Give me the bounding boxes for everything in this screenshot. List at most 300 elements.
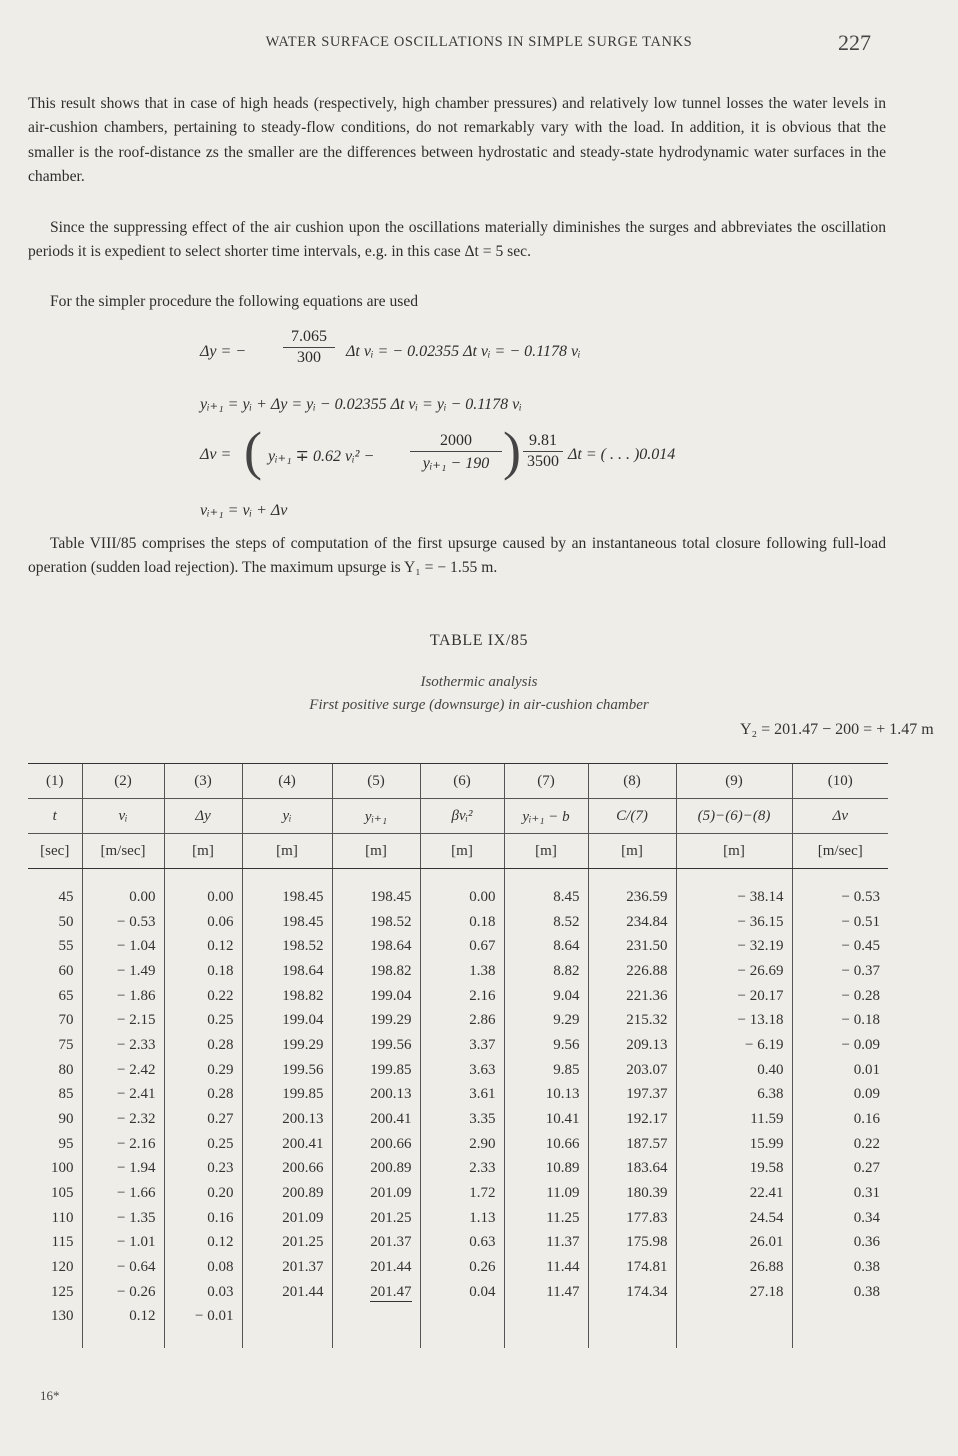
table-cell <box>588 1181 676 1206</box>
cell-value: 27.18 <box>749 1283 784 1300</box>
table-cell <box>242 1058 332 1083</box>
cell-value: 174.34 <box>626 1283 668 1300</box>
header-row-column-numbers <box>28 764 888 799</box>
table-cell <box>676 1157 792 1182</box>
table-cell <box>242 1305 332 1348</box>
table-cell <box>332 910 420 935</box>
table-cell <box>164 1231 242 1256</box>
cell-value: 198.45 <box>282 888 324 905</box>
cell-value: 1.13 <box>469 1209 496 1226</box>
table-cell <box>420 1255 504 1280</box>
table-cell <box>792 1008 888 1033</box>
table-row <box>28 1280 888 1305</box>
cell-value: 0.28 <box>207 1036 234 1053</box>
cell-value: 200.41 <box>282 1135 324 1152</box>
cell-value: 234.84 <box>626 913 668 930</box>
table-cell <box>164 1305 242 1348</box>
table-cell <box>676 1008 792 1033</box>
table-cell <box>588 885 676 910</box>
table-cell <box>242 910 332 935</box>
cell-value: 201.47 <box>370 1283 412 1300</box>
spacer-cell <box>164 869 242 886</box>
cell-value: 26.01 <box>749 1234 784 1251</box>
column-number: (5) <box>332 764 420 799</box>
cell-value: 0.08 <box>207 1259 234 1276</box>
cell-value: 236.59 <box>626 888 668 905</box>
cell-value: 0.12 <box>129 1307 156 1324</box>
cell-value: 200.41 <box>370 1111 412 1128</box>
table-cell <box>82 1181 164 1206</box>
table-row <box>28 910 888 935</box>
paragraph-1: This result shows that in case of high heads (respectively, high chamber pressures) and relatively low tunnel losses the water levels in air-cushion chambers, pertaining to steady-flow conditions, do not remarkably vary with the load. In addition, it is obvious that the smaller is the roof-distance zs the smaller are the differences between hydrostatic and steady-state hydrodynamic water surfaces in the chamber. <box>28 95 886 186</box>
column-symbol: Δy <box>164 799 242 834</box>
cell-value: 3.35 <box>469 1111 496 1128</box>
table-cell <box>504 1255 588 1280</box>
table-cell <box>28 959 82 984</box>
cell-value: 3.61 <box>469 1086 496 1103</box>
table-cell <box>332 984 420 1009</box>
spacer-cell <box>792 869 888 886</box>
cell-value: 200.66 <box>282 1160 324 1177</box>
fraction-bar <box>410 451 502 452</box>
cell-value: 201.37 <box>370 1234 412 1251</box>
equation-1-rhs: Δt vᵢ = − 0.02355 Δt vᵢ = − 0.1178 vᵢ <box>346 343 581 360</box>
table-subtitle-1: Isothermic analysis <box>420 674 538 690</box>
cell-value: 6.38 <box>757 1086 784 1103</box>
table-cell <box>28 934 82 959</box>
column-symbol: yᵢ₊₁ − b <box>504 799 588 834</box>
table-cell <box>164 910 242 935</box>
table-cell <box>504 1206 588 1231</box>
cell-value: 0.38 <box>853 1259 880 1276</box>
cell-value: − 2.33 <box>117 1036 156 1053</box>
cell-value: 0.09 <box>853 1086 880 1103</box>
spacer-cell <box>242 869 332 886</box>
cell-value: 9.29 <box>553 1012 580 1029</box>
table-cell <box>504 1132 588 1157</box>
table-cell <box>164 959 242 984</box>
table-cell <box>332 1008 420 1033</box>
table-cell <box>504 1280 588 1305</box>
cell-value: 11.25 <box>546 1209 580 1226</box>
equation-2: yᵢ₊₁ = yᵢ + Δy = yᵢ − 0.02355 Δt vᵢ = yᵢ − 0.1178 vᵢ <box>200 396 522 413</box>
column-number: (1) <box>28 764 82 799</box>
table-cell <box>28 1280 82 1305</box>
table-cell <box>332 1058 420 1083</box>
table-cell <box>242 1083 332 1108</box>
table-cell <box>504 984 588 1009</box>
table-cell <box>242 934 332 959</box>
table-cell <box>420 1181 504 1206</box>
table-cell <box>676 1107 792 1132</box>
left-paren: ( <box>244 421 262 481</box>
fraction-bar <box>523 451 563 452</box>
cell-value: 201.09 <box>282 1209 324 1226</box>
table-row <box>28 1181 888 1206</box>
cell-value: − 36.15 <box>737 913 784 930</box>
cell-value: 199.04 <box>282 1012 324 1029</box>
table-cell <box>82 1157 164 1182</box>
table-row <box>28 1058 888 1083</box>
cell-value: 80 <box>58 1061 74 1078</box>
cell-value: 200.13 <box>370 1086 412 1103</box>
cell-value: 0.12 <box>207 1234 234 1251</box>
table-cell <box>332 1255 420 1280</box>
table-cell <box>792 1255 888 1280</box>
table-cell <box>28 1255 82 1280</box>
cell-value: − 0.37 <box>841 962 880 979</box>
table-cell <box>242 885 332 910</box>
table-cell <box>588 984 676 1009</box>
table-row <box>28 885 888 910</box>
cell-value: 200.89 <box>282 1185 324 1202</box>
cell-value: 198.52 <box>282 938 324 955</box>
table-cell <box>332 1181 420 1206</box>
cell-value: − 1.35 <box>117 1209 156 1226</box>
cell-value: − 0.28 <box>841 987 880 1004</box>
column-unit: [m] <box>588 834 676 869</box>
table-cell <box>676 984 792 1009</box>
cell-value: 0.22 <box>853 1135 880 1152</box>
cell-value: − 0.09 <box>841 1036 880 1053</box>
cell-value: 90 <box>58 1111 74 1128</box>
table-cell <box>82 1255 164 1280</box>
signature-mark: 16* <box>40 1388 60 1403</box>
column-symbol: (5)−(6)−(8) <box>676 799 792 834</box>
table-cell <box>28 1008 82 1033</box>
table-cell <box>504 1008 588 1033</box>
table-cell <box>676 1132 792 1157</box>
table-row <box>28 1305 888 1348</box>
table-cell <box>332 1305 420 1348</box>
table-cell <box>82 1206 164 1231</box>
cell-value: 203.07 <box>626 1061 668 1078</box>
cell-value: 70 <box>58 1012 74 1029</box>
column-symbol: yᵢ₊₁ <box>332 799 420 834</box>
table-cell <box>242 1132 332 1157</box>
cell-value: 0.04 <box>469 1283 496 1300</box>
table-cell <box>792 1132 888 1157</box>
cell-value: − 20.17 <box>737 987 784 1004</box>
table-cell <box>164 1107 242 1132</box>
column-number: (9) <box>676 764 792 799</box>
cell-value: 95 <box>58 1135 74 1152</box>
table-cell <box>82 1033 164 1058</box>
cell-value: 8.45 <box>553 888 580 905</box>
spacer-cell <box>82 869 164 886</box>
cell-value: 0.38 <box>853 1283 880 1300</box>
paragraph-4: Table VIII/85 comprises the steps of computation of the first upsurge caused by an instantaneous total closure following full-load operation (sudden load rejection). The maximum upsurge is Y₁ = − 1.55 m. <box>28 535 886 577</box>
cell-value: − 1.94 <box>117 1160 156 1177</box>
table-cell <box>420 1280 504 1305</box>
fraction-bar <box>283 347 335 348</box>
table-cell <box>792 1058 888 1083</box>
cell-value: − 38.14 <box>737 888 784 905</box>
table-cell <box>588 1008 676 1033</box>
cell-value: 198.82 <box>282 987 324 1004</box>
table-cell <box>164 1255 242 1280</box>
table-cell <box>420 1058 504 1083</box>
cell-value: 45 <box>58 888 74 905</box>
cell-value: 130 <box>51 1307 74 1324</box>
table-cell <box>504 1305 588 1348</box>
column-symbol: C/(7) <box>588 799 676 834</box>
cell-value: 11.47 <box>546 1283 580 1300</box>
table-cell <box>164 1058 242 1083</box>
table-cell <box>164 934 242 959</box>
cell-value: − 1.49 <box>117 962 156 979</box>
table-cell <box>588 1033 676 1058</box>
equation-3-inner: yᵢ₊₁ ∓ 0.62 vᵢ² − <box>268 448 375 465</box>
table-cell <box>82 1058 164 1083</box>
cell-value: 10.13 <box>545 1086 580 1103</box>
paragraph-2: Since the suppressing effect of the air cushion upon the oscillations materially diminishes the surges and abbreviates the oscillation periods it is expedient to select shorter time intervals, e.g. in this case Δt = 5 sec. <box>28 219 886 261</box>
table-cell <box>28 1132 82 1157</box>
table-cell <box>676 910 792 935</box>
table-cell <box>82 910 164 935</box>
cell-value: 0.00 <box>129 888 156 905</box>
cell-value: 1.38 <box>469 962 496 979</box>
table-cell <box>242 1181 332 1206</box>
cell-value: 200.89 <box>370 1160 412 1177</box>
table-row <box>28 959 888 984</box>
cell-value: 198.82 <box>370 962 412 979</box>
table-cell <box>420 1083 504 1108</box>
table-row <box>28 1157 888 1182</box>
running-title: WATER SURFACE OSCILLATIONS IN SIMPLE SURGE TANKS <box>265 34 693 50</box>
cell-value: 1.72 <box>469 1185 496 1202</box>
table-cell <box>242 984 332 1009</box>
cell-value: − 26.69 <box>737 962 784 979</box>
table-cell <box>504 910 588 935</box>
table-cell <box>242 1157 332 1182</box>
table-title: TABLE IX/85 <box>429 632 529 649</box>
table-cell <box>504 959 588 984</box>
cell-value: − 1.66 <box>117 1185 156 1202</box>
column-symbol: t <box>28 799 82 834</box>
table-cell <box>792 1157 888 1182</box>
column-symbol: Δv <box>792 799 888 834</box>
cell-value: 0.40 <box>757 1061 784 1078</box>
cell-value: 197.37 <box>626 1086 668 1103</box>
table-row <box>28 1206 888 1231</box>
table-cell <box>588 1107 676 1132</box>
table-cell <box>792 1305 888 1348</box>
cell-value: − 0.45 <box>841 938 880 955</box>
cell-value: 183.64 <box>626 1160 668 1177</box>
cell-value: 100 <box>51 1160 74 1177</box>
cell-value: 2.16 <box>469 987 496 1004</box>
cell-value: 0.23 <box>207 1160 234 1177</box>
equation-3-numerator: 2000 <box>440 432 472 449</box>
cell-value: 198.45 <box>370 888 412 905</box>
table-cell <box>588 1157 676 1182</box>
cell-value: 105 <box>51 1185 74 1202</box>
column-number: (2) <box>82 764 164 799</box>
cell-value: 0.28 <box>207 1086 234 1103</box>
table-cell <box>504 1231 588 1256</box>
cell-value: 125 <box>51 1283 74 1300</box>
table-cell <box>242 1033 332 1058</box>
cell-value: 0.22 <box>207 987 234 1004</box>
table-cell <box>28 1083 82 1108</box>
cell-value: 0.03 <box>207 1283 234 1300</box>
cell-value: 3.37 <box>469 1036 496 1053</box>
column-symbol: vᵢ <box>82 799 164 834</box>
cell-value: 199.85 <box>282 1086 324 1103</box>
table-cell <box>676 1255 792 1280</box>
cell-value: 10.41 <box>545 1111 580 1128</box>
cell-value: 110 <box>51 1209 74 1226</box>
cell-value: − 0.51 <box>841 913 880 930</box>
cell-value: 201.44 <box>282 1283 324 1300</box>
cell-value: 50 <box>58 913 74 930</box>
table-cell <box>792 885 888 910</box>
computation-table <box>28 763 888 1348</box>
equation-3-lhs: Δv = <box>200 446 232 463</box>
table-row <box>28 1008 888 1033</box>
table-subtitle-2: First positive surge (downsurge) in air-cushion chamber <box>309 697 649 713</box>
cell-value: 201.44 <box>370 1259 412 1276</box>
cell-value: 11.59 <box>750 1111 784 1128</box>
cell-value: 198.64 <box>282 962 324 979</box>
cell-value: 0.67 <box>469 938 496 955</box>
cell-value: 209.13 <box>626 1036 668 1053</box>
table-row <box>28 1132 888 1157</box>
equation-4: vᵢ₊₁ = vᵢ + Δv <box>200 502 288 519</box>
column-unit: [m] <box>504 834 588 869</box>
table-cell <box>164 1157 242 1182</box>
cell-value: 8.82 <box>553 962 580 979</box>
table-cell <box>792 1083 888 1108</box>
cell-value: 0.25 <box>207 1012 234 1029</box>
cell-value: 174.81 <box>626 1259 668 1276</box>
table-cell <box>420 1132 504 1157</box>
cell-value: 10.89 <box>545 1160 580 1177</box>
cell-value: − 0.26 <box>117 1283 156 1300</box>
table-cell <box>420 1206 504 1231</box>
cell-value: 75 <box>58 1036 74 1053</box>
cell-value: 201.25 <box>282 1234 324 1251</box>
table-cell <box>332 1157 420 1182</box>
table-cell <box>28 1157 82 1182</box>
cell-value: 200.13 <box>282 1111 324 1128</box>
cell-value: 0.27 <box>207 1111 234 1128</box>
cell-value: 10.66 <box>545 1135 580 1152</box>
cell-value: 0.20 <box>207 1185 234 1202</box>
cell-value: 60 <box>58 962 74 979</box>
table-cell <box>164 1206 242 1231</box>
table-row <box>28 1083 888 1108</box>
cell-value: 0.18 <box>207 962 234 979</box>
table-cell <box>588 1255 676 1280</box>
cell-value: 177.83 <box>626 1209 668 1226</box>
column-number: (10) <box>792 764 888 799</box>
table-cell <box>588 1058 676 1083</box>
cell-value: 201.25 <box>370 1209 412 1226</box>
table-cell <box>242 1280 332 1305</box>
equation-1-denominator: 300 <box>297 349 321 366</box>
table-cell <box>82 1008 164 1033</box>
table-cell <box>420 885 504 910</box>
table-cell <box>792 1280 888 1305</box>
table-cell <box>792 959 888 984</box>
table-cell <box>420 959 504 984</box>
cell-value: 231.50 <box>626 938 668 955</box>
cell-value: 9.85 <box>553 1061 580 1078</box>
cell-value: 187.57 <box>626 1135 668 1152</box>
table-cell <box>28 1206 82 1231</box>
equation-1-fraction <box>283 328 335 367</box>
column-unit: [m] <box>164 834 242 869</box>
table-cell <box>82 959 164 984</box>
cell-value: 199.29 <box>282 1036 324 1053</box>
cell-value: 215.32 <box>626 1012 668 1029</box>
table-cell <box>28 1181 82 1206</box>
cell-value: 199.29 <box>370 1012 412 1029</box>
cell-value: 3.63 <box>469 1061 496 1078</box>
cell-value: 2.86 <box>469 1012 496 1029</box>
column-number: (7) <box>504 764 588 799</box>
cell-value: − 32.19 <box>737 938 784 955</box>
table-cell <box>242 1231 332 1256</box>
cell-value: − 2.32 <box>117 1111 156 1128</box>
table-cell <box>504 1157 588 1182</box>
cell-value: − 1.86 <box>117 987 156 1004</box>
table-cell <box>242 1255 332 1280</box>
table-cell <box>332 1206 420 1231</box>
cell-value: 0.26 <box>469 1259 496 1276</box>
table-cell <box>28 1231 82 1256</box>
cell-value: − 0.53 <box>841 888 880 905</box>
spacer-cell <box>504 869 588 886</box>
table-cell <box>504 934 588 959</box>
table-cell <box>164 984 242 1009</box>
table-cell <box>242 1107 332 1132</box>
equation-3-fraction <box>410 432 502 473</box>
table-cell <box>28 1305 82 1348</box>
spacer-cell <box>332 869 420 886</box>
table-cell <box>28 910 82 935</box>
table-row <box>28 1033 888 1058</box>
cell-value: 0.31 <box>853 1185 880 1202</box>
table-cell <box>82 885 164 910</box>
cell-value: − 6.19 <box>745 1036 784 1053</box>
column-unit: [m/sec] <box>792 834 888 869</box>
cell-value: 0.16 <box>853 1111 880 1128</box>
cell-value: − 2.16 <box>117 1135 156 1152</box>
table-cell <box>588 1280 676 1305</box>
cell-value: − 1.04 <box>117 938 156 955</box>
cell-value: 0.34 <box>853 1209 880 1226</box>
cell-value: 0.29 <box>207 1061 234 1078</box>
table-cell <box>676 1206 792 1231</box>
table-cell <box>420 910 504 935</box>
table-cell <box>676 1231 792 1256</box>
cell-value: − 0.01 <box>195 1307 234 1324</box>
cell-value: 198.45 <box>282 913 324 930</box>
cell-value: 11.44 <box>546 1259 580 1276</box>
table-cell <box>676 1083 792 1108</box>
cell-value: 199.56 <box>282 1061 324 1078</box>
cell-value: − 1.01 <box>117 1234 156 1251</box>
table-cell <box>82 934 164 959</box>
cell-value: 115 <box>51 1234 74 1251</box>
table-cell <box>420 1305 504 1348</box>
table-row <box>28 1231 888 1256</box>
table-cell <box>332 959 420 984</box>
table-cell <box>332 1107 420 1132</box>
